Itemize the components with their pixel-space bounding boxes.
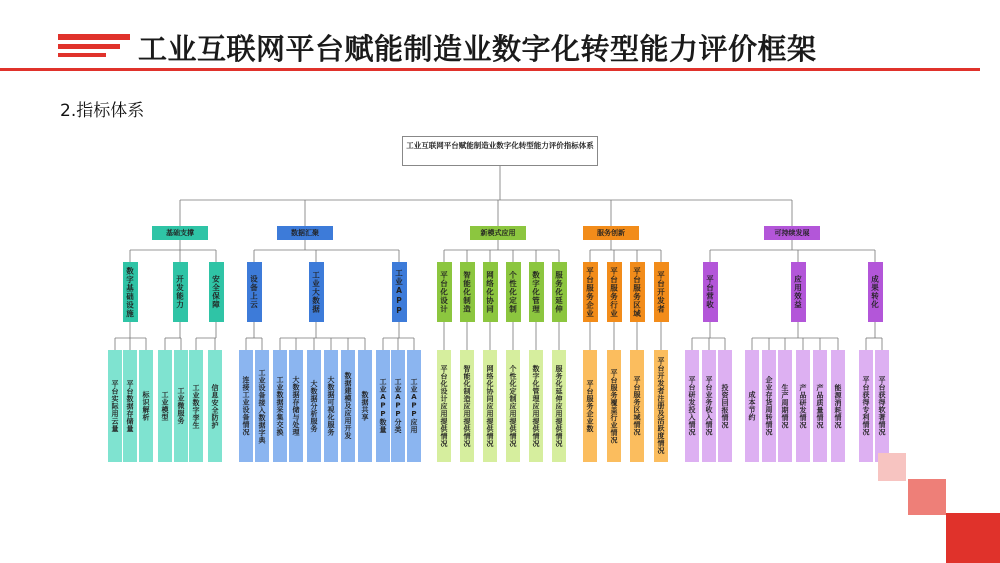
leaf-indicator-node: 工业数字孪生 [189, 350, 203, 462]
subcategory-node: 工业APP [392, 262, 407, 322]
decor-square-light [878, 453, 906, 481]
leaf-indicator-node: 大数据存储与处理 [289, 350, 303, 462]
leaf-indicator-node: 平台实际用云量 [108, 350, 122, 462]
decor-square-dark [946, 513, 1000, 563]
leaf-indicator-node: 数字化管理应用提供情况 [529, 350, 543, 462]
leaf-indicator-node: 数据共享 [358, 350, 372, 462]
category-node: 数据汇聚 [277, 226, 333, 240]
leaf-indicator-node: 产品研发情况 [796, 350, 810, 462]
leaf-indicator-node: 服务化延伸应用提供情况 [552, 350, 566, 462]
leaf-indicator-node: 网络化协同应用提供情况 [483, 350, 497, 462]
leaf-indicator-node: 平台开发者注册及活跃度情况 [654, 350, 668, 462]
leaf-indicator-node: 产品质量情况 [813, 350, 827, 462]
leaf-indicator-node: 平台化设计应用提供情况 [437, 350, 451, 462]
leaf-indicator-node: 数据建模及应用开发 [341, 350, 355, 462]
leaf-indicator-node: 能源消耗情况 [831, 350, 845, 462]
leaf-indicator-node: 平台服务覆盖行业情况 [607, 350, 621, 462]
subcategory-node: 平台营收 [703, 262, 718, 322]
leaf-indicator-node: 平台获得专利情况 [859, 350, 873, 462]
leaf-indicator-node: 平台业务收入情况 [702, 350, 716, 462]
leaf-indicator-node: 工业数据采集交换 [273, 350, 287, 462]
leaf-indicator-node: 生产周期情况 [778, 350, 792, 462]
leaf-indicator-node: 工业设备接入数据字典 [255, 350, 269, 462]
subcategory-node: 设备上云 [247, 262, 262, 322]
subcategory-node: 个性化定制 [506, 262, 521, 322]
subcategory-node: 智能化制造 [460, 262, 475, 322]
leaf-indicator-node: 平台获得软著情况 [875, 350, 889, 462]
leaf-indicator-node: 大数据分析服务 [307, 350, 321, 462]
subcategory-node: 平台服务区域 [630, 262, 645, 322]
leaf-indicator-node: 信息安全防护 [208, 350, 222, 462]
leaf-indicator-node: 工业APP数量 [376, 350, 390, 462]
subcategory-node: 平台服务企业 [583, 262, 598, 322]
leaf-indicator-node: 平台研发投入情况 [685, 350, 699, 462]
leaf-indicator-node: 平台服务企业数 [583, 350, 597, 462]
page-title: 工业互联网平台赋能制造业数字化转型能力评价框架 [138, 32, 817, 66]
leaf-indicator-node: 工业APP分类 [391, 350, 405, 462]
leaf-indicator-node: 连接工业设备情况 [239, 350, 253, 462]
leaf-indicator-node: 大数据可视化服务 [324, 350, 338, 462]
leaf-indicator-node: 投资回报情况 [718, 350, 732, 462]
subcategory-node: 开发能力 [173, 262, 188, 322]
leaf-indicator-node: 个性化定制应用提供情况 [506, 350, 520, 462]
leaf-indicator-node: 成本节约 [745, 350, 759, 462]
category-node: 基础支撑 [152, 226, 208, 240]
subcategory-node: 平台化设计 [437, 262, 452, 322]
subcategory-node: 安全保障 [209, 262, 224, 322]
subcategory-node: 成果转化 [868, 262, 883, 322]
leaf-indicator-node: 平台服务区域情况 [630, 350, 644, 462]
subcategory-node: 平台开发者 [654, 262, 669, 322]
root-node: 工业互联网平台赋能制造业数字化转型能力评价指标体系 [402, 136, 598, 166]
subcategory-node: 数字基础设施 [123, 262, 138, 322]
leaf-indicator-node: 工业APP应用 [407, 350, 421, 462]
category-node: 服务创新 [583, 226, 639, 240]
leaf-indicator-node: 平台数据存储量 [123, 350, 137, 462]
subcategory-node: 工业大数据 [309, 262, 324, 322]
subcategory-node: 数字化管理 [529, 262, 544, 322]
category-node: 可持续发展 [764, 226, 820, 240]
subcategory-node: 服务化延伸 [552, 262, 567, 322]
decor-square-mid [908, 479, 946, 515]
leaf-indicator-node: 智能化制造应用提供情况 [460, 350, 474, 462]
category-node: 新模式应用 [470, 226, 526, 240]
leaf-indicator-node: 工业模型 [158, 350, 172, 462]
leaf-indicator-node: 标识解析 [139, 350, 153, 462]
leaf-indicator-node: 企业存货周转情况 [762, 350, 776, 462]
subcategory-node: 网络化协同 [483, 262, 498, 322]
subcategory-node: 应用效益 [791, 262, 806, 322]
subcategory-node: 平台服务行业 [607, 262, 622, 322]
leaf-indicator-node: 工业微服务 [174, 350, 188, 462]
section-subtitle: 2.指标体系 [60, 101, 145, 121]
